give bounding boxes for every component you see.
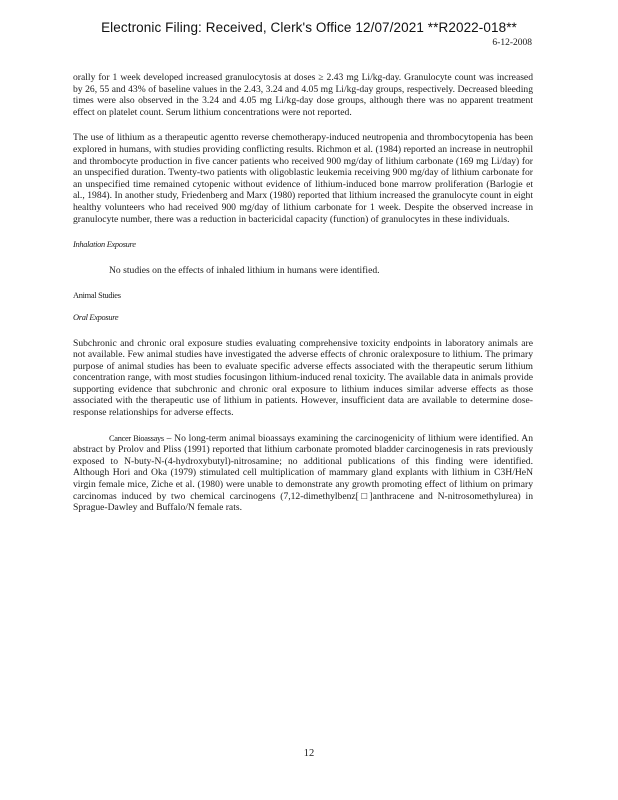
heading-oral-exposure: Oral Exposure [73, 312, 119, 322]
cancer-bioassays-title: Cancer Bioassays [109, 433, 164, 443]
paragraph-therapeutic-use: The use of lithium as a therapeutic agentto reverse chemotherapy-induced neutropenia and thrombocytopenia has been explored in humans, with studies providing conflicting results. Richmon et al. (1984) reported an increase in neutrophil and thrombocyte production in five cancer patients who received 900 mg/day of lithium carbonate (169 mg Li/day) for an unspecified duration. Twenty-two patients with oligoblastic leukemia receiving 900 mg/day of lithium carbonate for an unspecified time remained cytopenic without evidence of lithium-induced bone marrow proliferation (Barlogie et al., 1984). In another study, Friedenberg and Marx (1980) reported that lithium increased the granulocyte count in eight healthy volunteers who had received 900 mg/day of lithium carbonate for 1 week. Despite the observed increase in granulocyte number, there was a reduction in bactericidal capacity (function) of granulocytes in these individuals. [73, 132, 533, 225]
paragraph-inhalation: No studies on the effects of inhaled lithium in humans were identified. [109, 264, 380, 276]
page-number: 12 [303, 748, 315, 759]
paragraph-granulocytosis: orally for 1 week developed increased granulocytosis at doses ≥ 2.43 mg Li/kg-day. Granulocyte count was increased by 26, 55 and 43% of baseline values in the 2.43, 3.24 and 4.05 mg Li/kg-day groups, respectively. Decreased bleeding times were also observed in the 3.24 and 4.05 mg Li/kg-day dose groups, although there was no apparent treatment effect on platelet count. Serum lithium concentrations were not reported. [73, 72, 533, 118]
paragraph-oral-exposure: Subchronic and chronic oral exposure studies evaluating comprehensive toxicity endpoints in laboratory animals are not available. Few animal studies have investigated the adverse effects of chronic oralexposure to lithium. The primary purpose of animal studies has been to evaluate specific adverse effects associated with the therapeutic serum lithium concentration range, with most studies focusingon lithium-induced renal toxicity. The available data in animals provide supporting evidence that subchronic and chronic oral exposure to lithium induces similar adverse effects as those associated with the therapeutic use of lithium in patients. However, insufficient data are available to determine dose-response relationships for adverse effects. [73, 337, 533, 419]
heading-inhalation-exposure: Inhalation Exposure [73, 240, 136, 250]
heading-animal-studies: Animal Studies [73, 291, 121, 301]
document-body [73, 72, 533, 514]
filing-stamp: Electronic Filing: Received, Clerk's Office 12/07/2021 **R2022-018** [101, 20, 517, 35]
paragraph-cancer-bioassays [73, 433, 533, 514]
cancer-bioassays-text: – No long-term animal bioassays examining the carcinogenicity of lithium were identified. An abstract by Prolov and Pliss (1991) reported that lithium carbonate promoted bladder carcinogenesis in rats previously exposed to N-buty-N-(4-hydroxybutyl)-nitrosamine; no additional publications of this finding were identified. Although Hori and Oka (1979) stimulated cell multiplication of mammary gland explants with lithium in C3H/HeN virgin female mice, Ziche et al. (1980) were unable to demonstrate any growth promoting effect of lithium on primary carcinomas induced by two chemical carcinogens (7,12-dimethylbenz[□]anthracene and N-nitrosomethylurea) in Sprague-Dawley and Buffalo/N female rats. [73, 432, 534, 514]
document-date: 6-12-2008 [492, 38, 532, 48]
